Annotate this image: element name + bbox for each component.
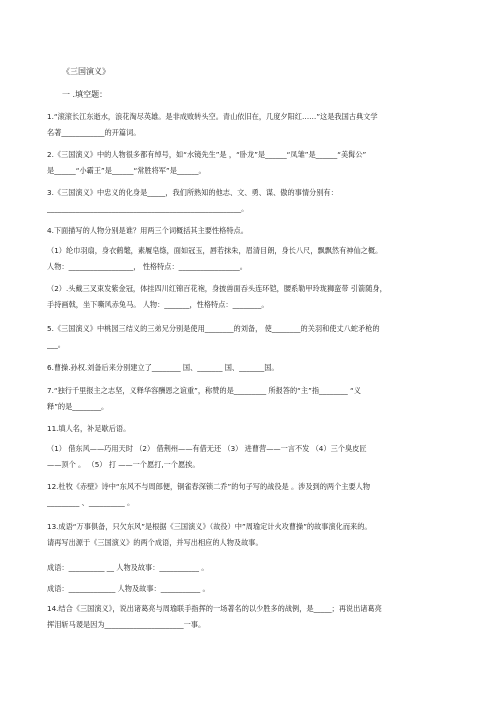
question-line: 3.《三国演义》中忠义的化身是_____，我们所熟知的他志、文、勇、谋、傲的事情分别有： — [47, 188, 338, 197]
question-line: _________ 、__________ 。 — [47, 498, 135, 507]
question-line: 4.下面描写的人物分别是谁？用两三个词概括其主要性格特点。 — [47, 226, 248, 235]
question-line: 成语：_____________ 人物及故事：___________ 。 — [47, 584, 210, 593]
question-12 — [47, 482, 455, 508]
question-line: 请再写出源于《三国演义》的两个成语，并写出相应的人物及故事。 — [47, 538, 263, 547]
question-3 — [47, 188, 455, 214]
question-11 — [47, 424, 455, 434]
question-line: （1） 借东风——巧用天时 （2） 借荆州——有借无还 （3） 进曹营——一言不发 （4）三个臭皮匠 — [47, 444, 367, 453]
question-line: （1）纶巾羽扇，身衣鹤氅，素履皂绦，面如冠玉，唇若抹朱，眉清目朗，身长八尺，飘飘然有神仙之概。 — [47, 246, 383, 255]
question-1 — [47, 112, 455, 138]
question-4-part-2 — [47, 284, 455, 310]
question-line: 7.“独行千里报主之志坚，义释华容酬恩之谊重”，称赞的是_________ 所报答的“主”指________ “义 — [47, 386, 361, 395]
question-4 — [47, 226, 455, 236]
question-line: 1.“滚滚长江东逝水，浪花淘尽英雄。是非成败转头空。青山依旧在，几度夕阳红……”这是我国古典文学 — [47, 112, 378, 121]
question-line: 名著____________的开篇词。 — [47, 128, 141, 137]
question-2 — [47, 150, 455, 176]
question-line: 2.《三国演义》中的人物很多都有绰号，如“水镜先生”是 ，“卧龙”是______“凤雏”是______“美髯公” — [47, 150, 367, 159]
question-line: 11.填人名，补足歇后语。 — [47, 424, 131, 433]
question-line: 成语：__________ __ 人物及故事：___________ 。 — [47, 563, 209, 572]
section-heading: 一 .填空题： — [62, 90, 108, 99]
question-line: 5.《三国演义》中桃园三结义的三弟兄分别是使用________的刘备， 使________的关羽和使丈八蛇矛枪的 — [47, 324, 380, 333]
question-line: 手持画戟，坐下嘶风赤兔马。 人物：_______，性格特点：________。 — [47, 300, 269, 309]
question-line: 6.曹操.孙权.刘备后来分别建立了________ 国、_______ 国、_______国。 — [47, 363, 279, 372]
question-line: ___。 — [47, 340, 65, 349]
question-14 — [47, 604, 455, 630]
question-line: 14.结合《三国演义》，说出诸葛亮与周瑜联手指挥的一场著名的以少胜多的战例，是_____；再说出诸葛亮 — [47, 604, 382, 613]
question-line: 人物：__________________， 性格特点：_________________。 — [47, 262, 247, 271]
question-5 — [47, 324, 455, 350]
question-line: 12.杜牧《赤壁》诗中“东风不与周郎便，铜雀春深锁二乔”的句子写的战役是 。涉及到的两个主要人物 — [47, 482, 371, 491]
question-6 — [47, 363, 455, 373]
question-line: 13.成语“万事俱备，只欠东风”是根据《三国演义》（故役）中”周瑜定计火攻曹操”的故事演化而来的。 — [47, 522, 372, 531]
idiom-answer-2 — [47, 584, 455, 594]
question-line: ______________________________________________________。 — [47, 204, 249, 213]
question-line: 是______“小霸王”是______“常胜将军”是______。 — [47, 166, 206, 175]
idiom-answer-1 — [47, 563, 455, 573]
question-11-items — [47, 444, 455, 470]
question-7 — [47, 386, 455, 412]
question-4-part-1 — [47, 246, 455, 272]
question-line: 释”的是________。 — [47, 402, 109, 411]
question-line: （2）.头戴三叉束发紫金冠，体挂四川红锦百花袍，身披兽面吞头连环铠，腰系勒甲玲珑狮蛮带 引箭随身， — [47, 284, 387, 293]
question-line: 挥泪斩马谡是因为______________________一事。 — [47, 620, 206, 629]
question-line: ——顶个 。 （5） 打 ——一个愿打,一个愿挨。 — [47, 460, 200, 469]
question-13 — [47, 522, 455, 548]
document-title: 《三国演义》 — [62, 67, 110, 76]
